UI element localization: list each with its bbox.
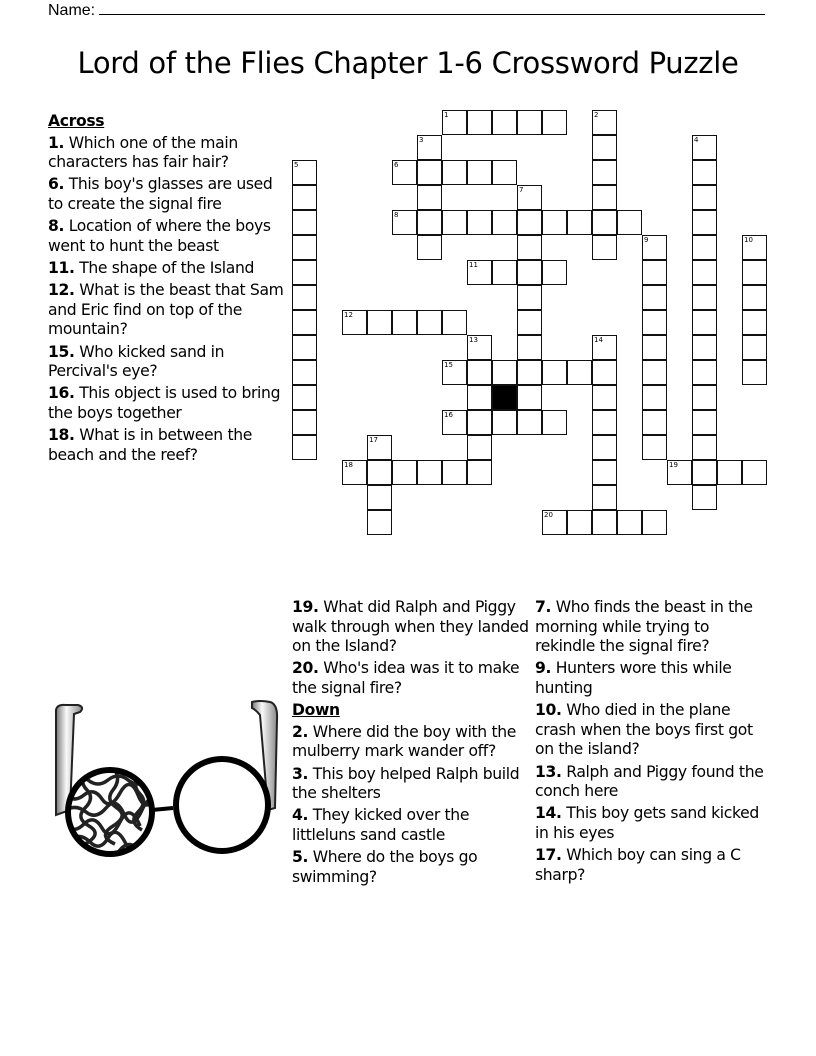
grid-cell[interactable]: [292, 410, 317, 435]
grid-cell[interactable]: [517, 360, 542, 385]
grid-cell[interactable]: [692, 185, 717, 210]
cell-number: 3: [419, 136, 424, 144]
grid-cell[interactable]: [592, 160, 617, 185]
grid-cell[interactable]: [442, 460, 467, 485]
grid-cell[interactable]: [517, 410, 542, 435]
grid-cell[interactable]: [642, 510, 667, 535]
clue-number: 16.: [48, 384, 75, 403]
grid-cell[interactable]: [292, 360, 317, 385]
grid-cell[interactable]: [417, 310, 442, 335]
grid-cell[interactable]: [517, 310, 542, 335]
grid-cell[interactable]: [292, 385, 317, 410]
grid-cell[interactable]: [642, 410, 667, 435]
grid-cell[interactable]: [492, 210, 517, 235]
clue-text: Location of where the boys went to hunt the beast: [48, 217, 271, 255]
clue-text: Hunters wore this while hunting: [535, 659, 732, 697]
clue-number: 7.: [535, 598, 552, 616]
grid-cell[interactable]: [492, 410, 517, 435]
grid-cell[interactable]: [642, 335, 667, 360]
grid-cell[interactable]: [492, 260, 517, 285]
clue-number: 10.: [535, 701, 562, 720]
grid-cell[interactable]: [592, 485, 617, 510]
grid-cell[interactable]: [292, 285, 317, 310]
grid-cell[interactable]: [617, 210, 642, 235]
grid-cell[interactable]: [342, 460, 367, 485]
cell-number: 13: [469, 336, 478, 344]
grid-cell[interactable]: [592, 435, 617, 460]
grid-cell[interactable]: [417, 460, 442, 485]
grid-cell[interactable]: [692, 310, 717, 335]
grid-cell[interactable]: [392, 210, 417, 235]
grid-cell[interactable]: [442, 110, 467, 135]
grid-cell[interactable]: [692, 385, 717, 410]
grid-cell[interactable]: [667, 460, 692, 485]
grid-cell[interactable]: [642, 260, 667, 285]
clue-text: This object is used to bring the boys together: [48, 384, 281, 422]
clue-text: What did Ralph and Piggy walk through when they landed on the Island?: [292, 598, 529, 656]
clue-text: This boy gets sand kicked in his eyes: [535, 804, 759, 842]
cell-number: 5: [294, 161, 299, 169]
grid-cell[interactable]: [692, 235, 717, 260]
grid-cell[interactable]: [392, 310, 417, 335]
cell-number: 19: [669, 461, 678, 469]
grid-cell[interactable]: [617, 510, 642, 535]
grid-cell[interactable]: [567, 210, 592, 235]
cell-number: 12: [344, 311, 353, 319]
clue-text: Who kicked sand in Percival's eye?: [48, 342, 225, 381]
grid-cell[interactable]: [642, 360, 667, 385]
across-heading: Across: [48, 112, 105, 130]
grid-cell[interactable]: [742, 460, 767, 485]
grid-cell[interactable]: [542, 360, 567, 385]
clues-column-2: [292, 598, 537, 890]
cell-number: 11: [469, 261, 478, 269]
clue-text: Which boy can sing a C sharp?: [535, 846, 741, 884]
clue-down-17: [535, 846, 770, 885]
grid-cell[interactable]: [417, 210, 442, 235]
clue-text: What is the beast that Sam and Eric find on top of the mountain?: [48, 281, 284, 339]
grid-cell[interactable]: [467, 385, 492, 410]
grid-cell[interactable]: [592, 210, 617, 235]
grid-cell[interactable]: [742, 310, 767, 335]
grid-cell[interactable]: [292, 235, 317, 260]
grid-cell[interactable]: [592, 410, 617, 435]
grid-cell[interactable]: [467, 260, 492, 285]
clue-text: Who finds the beast in the morning while trying to rekindle the signal fire?: [535, 598, 753, 656]
cell-number: 2: [594, 111, 599, 119]
grid-cell[interactable]: [392, 160, 417, 185]
grid-cell[interactable]: [467, 110, 492, 135]
grid-cell[interactable]: [742, 235, 767, 260]
grid-cell[interactable]: [592, 185, 617, 210]
grid-cell[interactable]: [592, 360, 617, 385]
clue-number: 19.: [292, 598, 319, 616]
cell-number: 7: [519, 186, 524, 194]
grid-cell[interactable]: [467, 210, 492, 235]
cell-number: 10: [744, 236, 753, 244]
clue-down-14: [535, 804, 770, 843]
grid-cell[interactable]: [292, 185, 317, 210]
grid-cell[interactable]: [367, 460, 392, 485]
grid-cell[interactable]: [692, 210, 717, 235]
grid-cell[interactable]: [692, 360, 717, 385]
grid-cell[interactable]: [592, 110, 617, 135]
grid-cell[interactable]: [517, 335, 542, 360]
clue-text: Where do the boys go swimming?: [292, 848, 478, 886]
grid-cell[interactable]: [292, 210, 317, 235]
clue-text: Ralph and Piggy found the conch here: [535, 762, 764, 801]
clue-text: They kicked over the littleluns sand castle: [292, 806, 470, 844]
clue-down-4: [292, 806, 537, 845]
clue-text: Which one of the main characters has fair hair?: [48, 133, 238, 172]
cell-number: 1: [444, 111, 449, 119]
grid-cell[interactable]: [717, 460, 742, 485]
cell-number: 14: [594, 336, 603, 344]
grid-cell[interactable]: [292, 160, 317, 185]
clue-down-3: [292, 765, 537, 804]
grid-cell[interactable]: [517, 110, 542, 135]
grid-cell[interactable]: [467, 435, 492, 460]
grid-cell[interactable]: [692, 435, 717, 460]
black-cell: [492, 385, 517, 410]
grid-cell[interactable]: [367, 485, 392, 510]
grid-cell[interactable]: [692, 460, 717, 485]
clue-across-19: [292, 598, 537, 657]
grid-cell[interactable]: [692, 260, 717, 285]
clue-number: 3.: [292, 764, 309, 783]
clue-number: 8.: [48, 217, 65, 236]
grid-cell[interactable]: [692, 485, 717, 510]
grid-cell[interactable]: [517, 260, 542, 285]
grid-cell[interactable]: [492, 360, 517, 385]
grid-cell[interactable]: [442, 360, 467, 385]
clue-text: Who died in the plane crash when the boys first got on the island?: [535, 701, 753, 759]
grid-cell[interactable]: [642, 235, 667, 260]
clue-number: 15.: [48, 342, 75, 361]
clue-number: 5.: [292, 848, 309, 867]
clue-across-20: [292, 659, 537, 698]
cell-number: 6: [394, 161, 399, 169]
clue-number: 14.: [535, 804, 562, 823]
grid-cell[interactable]: [592, 335, 617, 360]
grid-cell[interactable]: [742, 360, 767, 385]
clues-column-3: [535, 598, 770, 888]
clue-text: This boy helped Ralph build the shelters: [292, 764, 520, 803]
grid-cell[interactable]: [592, 135, 617, 160]
grid-cell[interactable]: [292, 260, 317, 285]
clue-down-5: [292, 848, 537, 887]
grid-cell[interactable]: [367, 310, 392, 335]
grid-cell[interactable]: [542, 210, 567, 235]
grid-cell[interactable]: [292, 435, 317, 460]
grid-cell[interactable]: [467, 410, 492, 435]
grid-cell[interactable]: [542, 110, 567, 135]
grid-cell[interactable]: [692, 160, 717, 185]
grid-cell[interactable]: [467, 460, 492, 485]
grid-cell[interactable]: [417, 135, 442, 160]
clue-down-2: [292, 723, 537, 762]
grid-cell[interactable]: [567, 510, 592, 535]
name-label: Name:: [48, 2, 96, 19]
grid-cell[interactable]: [367, 435, 392, 460]
grid-cell[interactable]: [292, 335, 317, 360]
clue-down-13: [535, 763, 770, 802]
page-title: Lord of the Flies Chapter 1-6 Crossword Puzzle: [77, 46, 739, 80]
grid-cell[interactable]: [492, 160, 517, 185]
grid-cell[interactable]: [517, 235, 542, 260]
clue-text: Who's idea was it to make the signal fire?: [292, 659, 520, 697]
cell-number: 8: [394, 211, 399, 219]
clue-number: 9.: [535, 659, 552, 678]
grid-cell[interactable]: [742, 335, 767, 360]
grid-cell[interactable]: [467, 360, 492, 385]
clue-text: This boy's glasses are used to create the signal fire: [48, 175, 273, 213]
grid-cell[interactable]: [517, 185, 542, 210]
grid-cell[interactable]: [692, 285, 717, 310]
grid-cell[interactable]: [692, 135, 717, 160]
grid-cell[interactable]: [517, 385, 542, 410]
grid-cell[interactable]: [467, 335, 492, 360]
grid-cell[interactable]: [492, 110, 517, 135]
clue-text: What is in between the beach and the reef?: [48, 426, 252, 464]
grid-cell[interactable]: [542, 260, 567, 285]
grid-cell[interactable]: [642, 435, 667, 460]
grid-cell[interactable]: [442, 160, 467, 185]
grid-cell[interactable]: [442, 310, 467, 335]
clue-number: 2.: [292, 722, 309, 741]
grid-cell[interactable]: [592, 235, 617, 260]
grid-cell[interactable]: [467, 160, 492, 185]
grid-cell[interactable]: [592, 385, 617, 410]
clue-number: 18.: [48, 426, 75, 445]
down-heading: Down: [292, 701, 340, 720]
clue-text: Where did the boy with the mulberry mark wander off?: [292, 722, 516, 761]
grid-cell[interactable]: [692, 410, 717, 435]
clue-down-10: [535, 701, 770, 760]
grid-cell[interactable]: [692, 335, 717, 360]
grid-cell[interactable]: [742, 285, 767, 310]
grid-cell[interactable]: [442, 410, 467, 435]
grid-cell[interactable]: [442, 210, 467, 235]
clue-number: 20.: [292, 659, 319, 678]
clue-number: 11.: [48, 258, 75, 277]
cell-number: 9: [644, 236, 649, 244]
grid-cell[interactable]: [592, 460, 617, 485]
glasses-icon: [30, 680, 290, 880]
clue-number: 13.: [535, 762, 562, 781]
cell-number: 15: [444, 361, 453, 369]
grid-cell[interactable]: [392, 460, 417, 485]
grid-cell[interactable]: [742, 260, 767, 285]
clue-text: The shape of the Island: [79, 258, 255, 277]
grid-cell[interactable]: [417, 160, 442, 185]
grid-cell[interactable]: [642, 285, 667, 310]
grid-cell[interactable]: [542, 510, 567, 535]
grid-cell[interactable]: [542, 410, 567, 435]
clue-number: 1.: [48, 133, 65, 152]
clue-number: 17.: [535, 846, 562, 865]
cell-number: 16: [444, 411, 453, 419]
grid-cell[interactable]: [417, 235, 442, 260]
clue-number: 12.: [48, 281, 75, 300]
grid-cell[interactable]: [292, 310, 317, 335]
clue-number: 4.: [292, 806, 309, 825]
cell-number: 18: [344, 461, 353, 469]
clue-number: 6.: [48, 175, 65, 194]
cell-number: 4: [694, 136, 699, 144]
grid-cell[interactable]: [642, 310, 667, 335]
grid-cell[interactable]: [642, 385, 667, 410]
cell-number: 17: [369, 436, 378, 444]
clue-down-9: [535, 659, 770, 698]
grid-cell[interactable]: [517, 210, 542, 235]
grid-cell[interactable]: [342, 310, 367, 335]
grid-cell[interactable]: [367, 510, 392, 535]
grid-cell[interactable]: [592, 510, 617, 535]
cell-number: 20: [544, 511, 553, 519]
grid-cell[interactable]: [517, 285, 542, 310]
grid-cell[interactable]: [417, 185, 442, 210]
clue-down-7: [535, 598, 770, 657]
grid-cell[interactable]: [567, 360, 592, 385]
